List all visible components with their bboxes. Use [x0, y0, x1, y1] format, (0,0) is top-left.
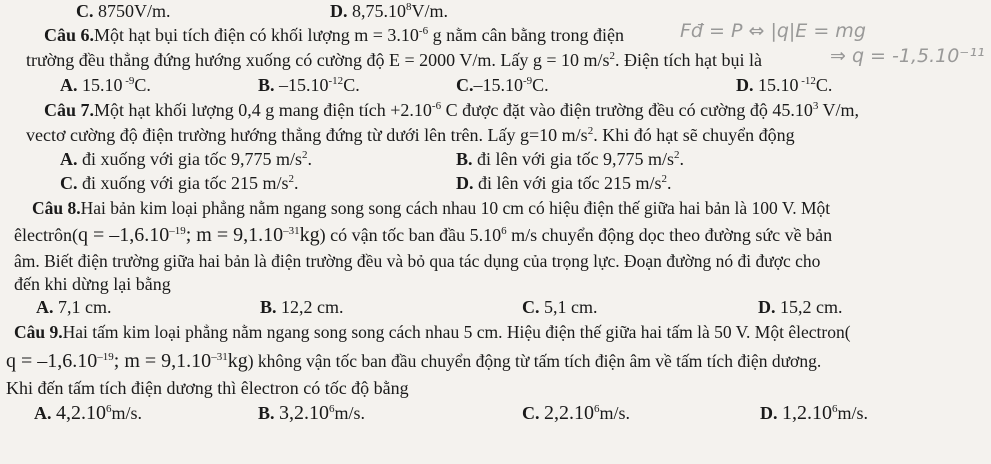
q6-option-b[interactable] [258, 74, 360, 96]
q8-option-a[interactable] [36, 296, 112, 318]
option-text: 15.10 [758, 75, 799, 95]
handwritten-note-answer: ⇒ q = -1,5.10⁻¹¹ [830, 45, 985, 67]
q7-option-a[interactable] [60, 148, 312, 170]
q7-text-end: V/m, [818, 100, 860, 120]
q9-option-d[interactable] [760, 402, 868, 424]
q9-line2 [6, 350, 821, 372]
q7-line2 [26, 124, 795, 146]
q6-option-c[interactable] [456, 74, 549, 96]
mass-formula: ; m = 9,1.10 [113, 350, 212, 372]
q9-option-c[interactable] [522, 402, 630, 424]
q6-line1 [44, 24, 624, 46]
option-text: 8,75.10 [352, 1, 406, 21]
option-label: B. [258, 403, 275, 423]
option-end: . [294, 173, 299, 193]
option-label: A. [60, 75, 78, 95]
q9-text: Hai tấm kim loại phẳng nằm ngang song song cách nhau 5 cm. Hiệu điện thế giữa hai tấm là 50 V. Một êlectron( [62, 322, 851, 342]
q9-text-cont: ) không vận tốc ban đầu chuyển động từ tấm tích điện âm về tấm tích điện dương. [247, 351, 822, 371]
option-label: D. [456, 173, 474, 193]
option-label: C. [522, 297, 540, 317]
q9-line1 [14, 321, 851, 343]
q7-line1 [44, 99, 859, 121]
q7-option-d[interactable] [456, 172, 672, 194]
option-label: B. [456, 149, 473, 169]
exponent: 2 [587, 125, 594, 137]
q7-text: Một hạt khối lượng 0,4 g mang điện tích +2.10 [94, 100, 432, 120]
option-label: D. [760, 403, 778, 423]
exponent: 3 [812, 100, 819, 112]
q6-option-d[interactable] [736, 74, 832, 96]
exponent: 6 [501, 225, 507, 237]
q8-line1 [32, 197, 830, 219]
option-label: C. [522, 403, 540, 423]
exponent: -6 [418, 25, 429, 37]
exponent: 2 [302, 149, 308, 161]
option-label: A. [60, 149, 78, 169]
option-text: 15.10 [82, 75, 123, 95]
option-text: đi xuống với gia tốc 9,775 m/s [82, 149, 303, 169]
q7-option-b[interactable] [456, 148, 684, 170]
option-text: 2,2.10 [544, 402, 594, 424]
option-text: –15.10 [279, 75, 329, 95]
q6-text: trường đều thẳng đứng hướng xuống có cường độ E = 2000 V/m. Lấy g = 10 m/s [26, 50, 610, 70]
q6-option-a[interactable] [60, 74, 151, 96]
exponent: –31 [283, 225, 300, 237]
option-unit: m/s. [837, 403, 869, 423]
question-label: Câu 7. [44, 100, 95, 120]
exponent: 6 [832, 403, 838, 415]
exponent: 2 [609, 50, 615, 62]
exponent: -6 [431, 100, 442, 112]
q8-text-cont: ) có vận tốc ban đầu 5.10 [319, 225, 502, 245]
q8-option-d[interactable] [758, 296, 843, 318]
option-label: A. [36, 297, 54, 317]
question-label: Câu 6. [44, 25, 95, 45]
handwritten-note-force-balance: Fđ = P ⇔ |q|E = mg [680, 20, 866, 42]
option-text: 8750V/m. [98, 1, 171, 21]
exponent: -12 [798, 75, 816, 87]
q6-text: Một hạt bụi tích điện có khối lượng m = 3.10 [94, 25, 419, 45]
question-label: Câu 9. [14, 322, 63, 342]
exponent: 2 [661, 173, 667, 185]
option-text: 12,2 cm. [281, 297, 344, 317]
q8-line3: âm. Biết điện trường giữa hai bản là điện trường đều và bỏ qua tác dụng của trọng lực. Đoạn đường nó đi được cho [14, 251, 821, 271]
unit-kg: kg [299, 224, 320, 246]
option-label: C. [76, 1, 94, 21]
option-unit: V/m. [411, 1, 449, 21]
exponent: 6 [106, 403, 112, 415]
option-label: B. [260, 297, 277, 317]
q8-option-b[interactable] [260, 296, 344, 318]
option-label: B. [258, 75, 275, 95]
mass-formula: ; m = 9,1.10 [185, 224, 284, 246]
q8-line4: đến khi dừng lại bằng [14, 274, 171, 294]
exponent: –19 [97, 351, 114, 363]
option-label: C. [60, 173, 78, 193]
exponent: 8 [406, 1, 412, 13]
option-end: . [667, 173, 672, 193]
q7-option-c[interactable] [60, 172, 299, 194]
prev-option-d [330, 0, 448, 22]
option-unit: m/s. [599, 403, 631, 423]
option-unit: C. [134, 75, 151, 95]
q9-option-a[interactable] [34, 402, 142, 424]
q6-text-cont: . Điện tích hạt bụi là [615, 50, 762, 70]
exponent: –19 [169, 225, 186, 237]
q6-line2 [26, 49, 762, 71]
charge-formula: q = –1,6.10 [77, 224, 170, 246]
option-label: A. [34, 403, 52, 423]
option-unit: m/s. [334, 403, 366, 423]
q8-text-end: m/s chuyển động dọc theo đường sức về bản [506, 225, 833, 245]
option-text: 4,2.10 [56, 402, 106, 424]
q9-option-b[interactable] [258, 402, 365, 424]
exponent: 6 [594, 403, 600, 415]
q8-line2 [14, 224, 832, 246]
exponent: -9 [523, 75, 533, 87]
exponent: –31 [211, 351, 228, 363]
option-label: D. [330, 1, 348, 21]
option-end: . [679, 149, 685, 169]
exponent: 2 [288, 173, 295, 185]
option-text: đi lên với gia tốc 215 m/s [478, 173, 662, 193]
q9-line3: Khi đến tấm tích điện dương thì êlectron có tốc độ bằng [6, 378, 409, 398]
option-label: D. [758, 297, 776, 317]
option-text: 3,2.10 [279, 402, 330, 424]
option-unit: C. [343, 75, 360, 95]
charge-formula: q = –1,6.10 [6, 350, 98, 372]
q7-text-cont: C được đặt vào điện trường đều có cường độ 45.10 [441, 100, 813, 120]
option-text: đi xuống với gia tốc 215 m/s [82, 173, 289, 193]
option-label: C. [456, 75, 474, 95]
question-label: Câu 8. [32, 198, 81, 218]
option-end: . [307, 149, 313, 169]
option-text: 7,1 cm. [58, 297, 112, 317]
option-text: 15,2 cm. [780, 297, 843, 317]
q6-text-cont: g nằm cân bằng trong điện [428, 25, 625, 45]
option-text: –15.10 [473, 75, 523, 95]
option-unit: m/s. [111, 403, 143, 423]
exponent: 2 [674, 149, 680, 161]
option-text: 5,1 cm. [544, 297, 598, 317]
prev-option-c [76, 0, 171, 22]
q8-text: Hai bản kim loại phẳng nằm ngang song song cách nhau 10 cm có hiệu điện thế giữa hai bản là 100 V. Một [80, 198, 831, 218]
option-label: D. [736, 75, 754, 95]
q8-text: êlectrôn( [14, 225, 78, 245]
option-unit: C. [532, 75, 549, 95]
exponent: -9 [122, 75, 135, 87]
unit-kg: kg [227, 350, 248, 372]
q7-text-cont: . Khi đó hạt sẽ chuyển động [593, 125, 795, 145]
q8-option-c[interactable] [522, 296, 598, 318]
exponent: 6 [329, 403, 335, 415]
option-text: 1,2.10 [782, 402, 832, 424]
option-unit: C. [815, 75, 833, 95]
option-text: đi lên với gia tốc 9,775 m/s [477, 149, 675, 169]
exponent: -12 [328, 75, 344, 87]
q7-text: vectơ cường độ điện trường hướng thẳng đứng từ dưới lên trên. Lấy g=10 m/s [26, 125, 588, 145]
